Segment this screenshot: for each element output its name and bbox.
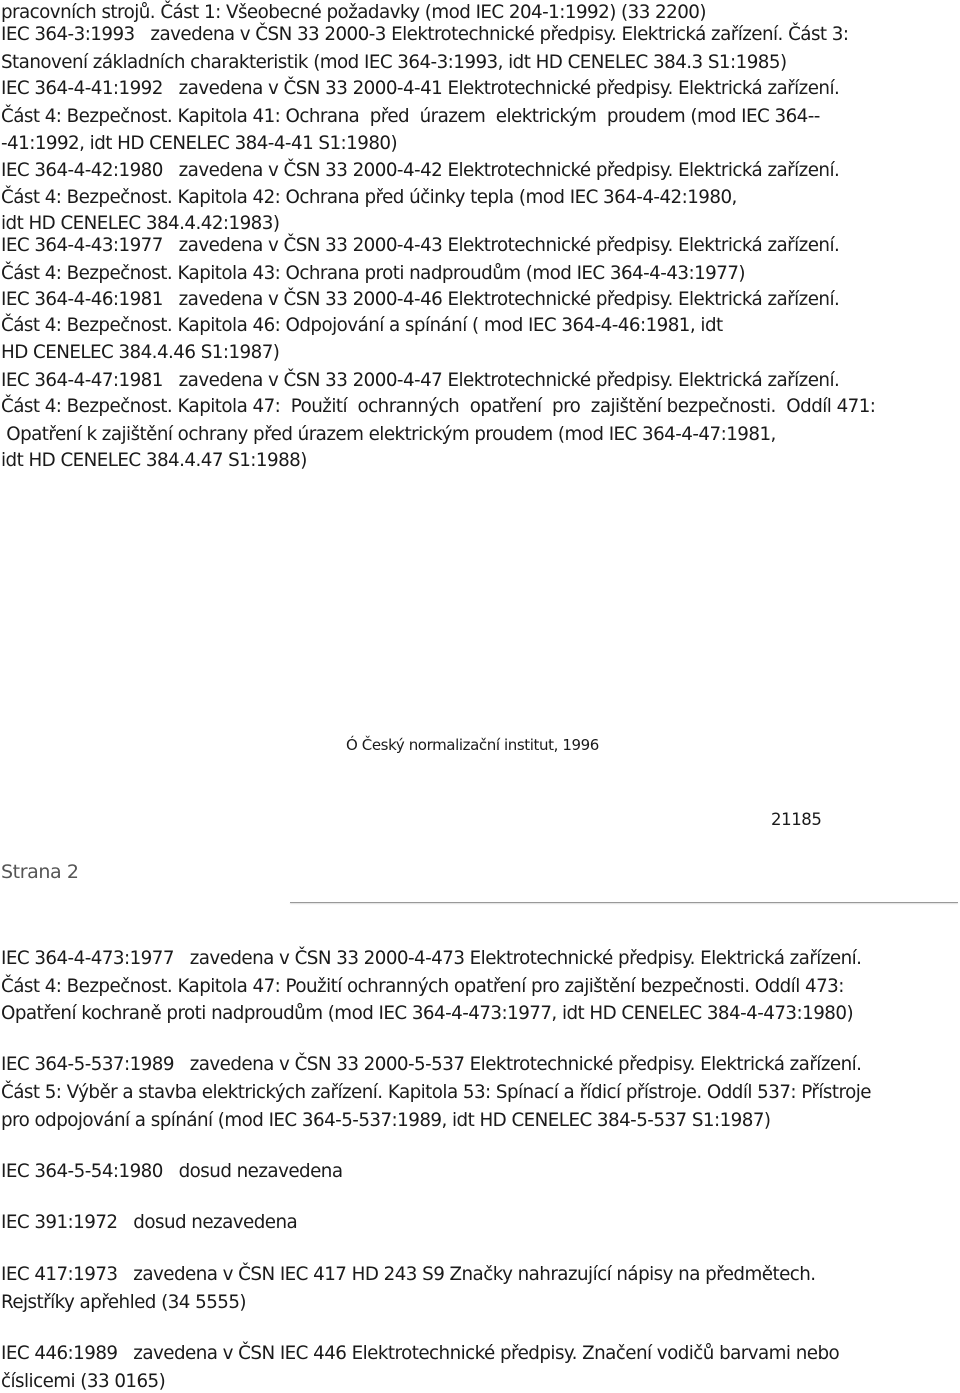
text-line: IEC 364-4-47:1981 zavedena v ČSN 33 2000-4-47 Elektrotechnické předpisy. Elektrická zařízení. <box>1 370 840 391</box>
document-code: 21185 <box>771 810 822 829</box>
text-line: HD CENELEC 384.4.46 S1:1987) <box>1 342 280 363</box>
text-line: pracovních strojů. Část 1: Všeobecné požadavky (mod IEC 204-1:1992) (33 2200) <box>1 2 706 23</box>
text-line: IEC 364-4-42:1980 zavedena v ČSN 33 2000-4-42 Elektrotechnické předpisy. Elektrická zařízení. <box>1 160 840 181</box>
text-line: číslicemi (33 0165) <box>1 1371 166 1392</box>
text-line: IEC 391:1972 dosud nezavedena <box>1 1212 298 1233</box>
text-line: IEC 364-4-473:1977 zavedena v ČSN 33 2000-4-473 Elektrotechnické předpisy. Elektrická zařízení. <box>1 948 862 969</box>
text-line: IEC 364-5-537:1989 zavedena v ČSN 33 2000-5-537 Elektrotechnické předpisy. Elektrická zařízení. <box>1 1054 862 1075</box>
header-rule <box>290 902 958 903</box>
text-line: Opatření kochraně proti nadproudům (mod IEC 364-4-473:1977, idt HD CENELEC 384-4-473:1980) <box>1 1003 854 1024</box>
copyright-notice: Ó Český normalizační institut, 1996 <box>346 736 599 754</box>
text-line: Část 4: Bezpečnost. Kapitola 47: Použití ochranných opatření pro zajištění bezpečnosti. Oddíl 471: <box>1 396 876 417</box>
text-line: idt HD CENELEC 384.4.42:1983) <box>1 213 280 234</box>
text-line: IEC 364-4-43:1977 zavedena v ČSN 33 2000-4-43 Elektrotechnické předpisy. Elektrická zařízení. <box>1 235 840 256</box>
text-line: Část 4: Bezpečnost. Kapitola 42: Ochrana před účinky tepla (mod IEC 364-4-42:1980, <box>1 187 737 208</box>
text-line: IEC 364-4-41:1992 zavedena v ČSN 33 2000-4-41 Elektrotechnické předpisy. Elektrická zařízení. <box>1 78 840 99</box>
text-line: IEC 364-5-54:1980 dosud nezavedena <box>1 1161 343 1182</box>
text-line: IEC 446:1989 zavedena v ČSN IEC 446 Elektrotechnické předpisy. Značení vodičů barvami nebo <box>1 1343 840 1364</box>
text-line: -41:1992, idt HD CENELEC 384-4-41 S1:1980) <box>1 133 398 154</box>
text-line: IEC 364-3:1993 zavedena v ČSN 33 2000-3 Elektrotechnické předpisy. Elektrická zařízení. Část 3: <box>1 24 849 45</box>
text-line: Stanovení základních charakteristik (mod IEC 364-3:1993, idt HD CENELEC 384.3 S1:1985) <box>1 52 787 73</box>
text-line: pro odpojování a spínání (mod IEC 364-5-537:1989, idt HD CENELEC 384-5-537 S1:1987) <box>1 1110 771 1131</box>
text-line: IEC 417:1973 zavedena v ČSN IEC 417 HD 243 S9 Značky nahrazující nápisy na předmětech. <box>1 1264 816 1285</box>
page-number-header: Strana 2 <box>1 861 79 883</box>
text-line: Rejstříky apřehled (34 5555) <box>1 1292 247 1313</box>
text-line: Část 4: Bezpečnost. Kapitola 41: Ochrana před úrazem elektrickým proudem (mod IEC 364-- <box>1 106 820 127</box>
text-line: idt HD CENELEC 384.4.47 S1:1988) <box>1 450 307 471</box>
text-line: Část 4: Bezpečnost. Kapitola 43: Ochrana proti nadproudům (mod IEC 364-4-43:1977) <box>1 263 745 284</box>
text-line: Část 4: Bezpečnost. Kapitola 47: Použití ochranných opatření pro zajištění bezpečnosti. Oddíl 473: <box>1 976 844 997</box>
text-line: Část 5: Výběr a stavba elektrických zařízení. Kapitola 53: Spínací a řídicí přístroje. Oddíl 537: Přístroje <box>1 1082 871 1103</box>
text-line: Část 4: Bezpečnost. Kapitola 46: Odpojování a spínání ( mod IEC 364-4-46:1981, idt <box>1 315 723 336</box>
text-line: Opatření k zajištění ochrany před úrazem elektrickým proudem (mod IEC 364-4-47:1981, <box>1 424 776 445</box>
text-line: IEC 364-4-46:1981 zavedena v ČSN 33 2000-4-46 Elektrotechnické předpisy. Elektrická zařízení. <box>1 289 840 310</box>
